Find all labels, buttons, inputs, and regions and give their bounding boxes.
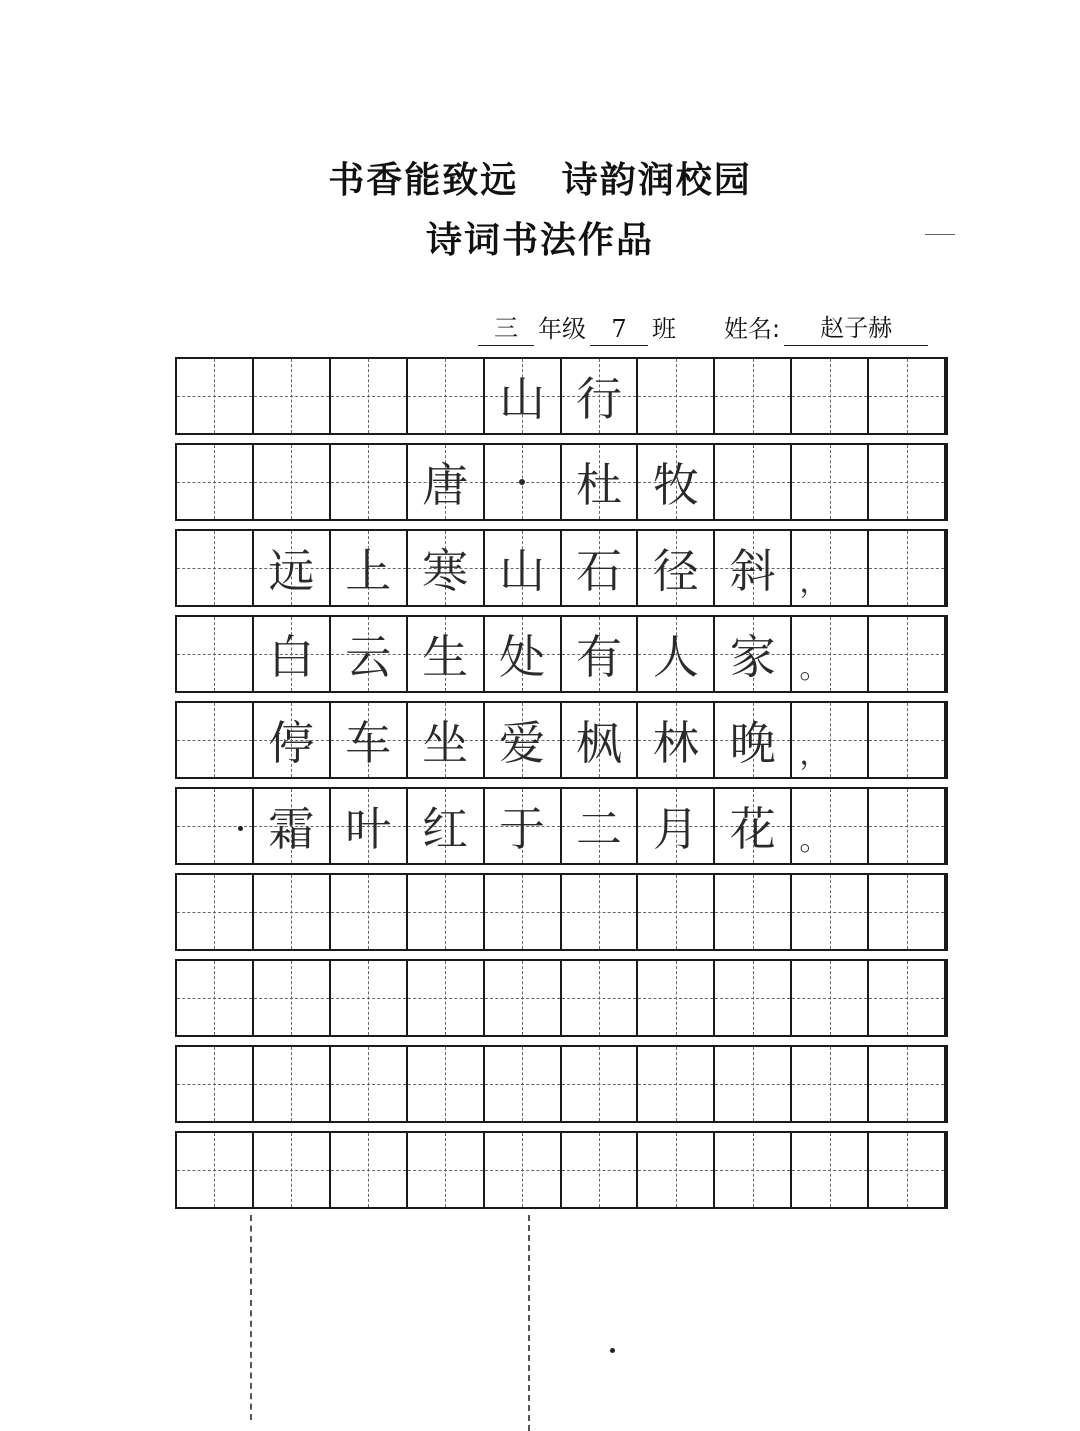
grid-character: [869, 531, 944, 605]
grid-row: [175, 959, 948, 1037]
grid-cell: [792, 445, 869, 519]
grid-row: [175, 1045, 948, 1123]
grid-cell: [715, 617, 792, 691]
grid-character: [562, 1047, 637, 1121]
grid-character: [177, 531, 252, 605]
grid-character: 坐: [422, 716, 469, 770]
grid-character: [562, 961, 637, 1035]
grid-row: [175, 787, 948, 865]
grid-cell: [715, 445, 792, 519]
grid-cell: [715, 961, 792, 1035]
grid-cell: [177, 445, 254, 519]
grid-character: ·: [514, 455, 530, 509]
grid-cell: [408, 531, 485, 605]
grid-cell: [638, 531, 715, 605]
grid-cell: [485, 1047, 562, 1121]
grid-cell: [254, 789, 331, 863]
grid-cell: [715, 703, 792, 777]
grid-cell: [331, 445, 408, 519]
grid-character: [715, 445, 790, 519]
grid-character: [254, 445, 329, 519]
grid-cell: [562, 445, 639, 519]
grid-character: 红: [422, 802, 469, 856]
grid-cell: [331, 789, 408, 863]
name-label: 姓名:: [724, 315, 781, 343]
grid-character: [638, 1047, 713, 1121]
grid-cell: [331, 617, 408, 691]
grid-cell: [331, 703, 408, 777]
grid-character: [869, 1133, 944, 1207]
grid-cell: [562, 1133, 639, 1207]
grid-character: 山: [499, 372, 546, 426]
grid-character: [254, 875, 329, 949]
scan-mark: [925, 234, 955, 235]
grid-cell: [638, 445, 715, 519]
grid-character: 牧: [652, 458, 699, 512]
grid-character: 白: [268, 630, 315, 684]
grid-character: [408, 1047, 483, 1121]
grid-character: 林: [652, 716, 699, 770]
grid-cell: [485, 961, 562, 1035]
grid-character: 晚: [729, 716, 776, 770]
grid-character: 爱: [499, 716, 546, 770]
grid-character: [331, 1133, 406, 1207]
grid-character: 寒: [422, 544, 469, 598]
grid-cell: [638, 1047, 715, 1121]
grid-character: [177, 445, 252, 519]
grid-character: [177, 1133, 252, 1207]
grid-cell: [485, 359, 562, 433]
grid-character: [792, 1133, 867, 1207]
grid-cell: [638, 961, 715, 1035]
grid-character: 斜: [729, 544, 776, 598]
grid-row: [175, 701, 948, 779]
grid-character: [638, 875, 713, 949]
grid-character: 径: [652, 544, 699, 598]
grid-cell: [562, 1047, 639, 1121]
grid-cell: [331, 1047, 408, 1121]
grid-character: [177, 1047, 252, 1121]
grid-character: [177, 617, 252, 691]
grid-cell: [331, 875, 408, 949]
grid-character: 二: [575, 802, 622, 856]
punctuation-mark: ，: [799, 565, 830, 600]
grid-cell: [485, 789, 562, 863]
grid-cell: [869, 875, 946, 949]
grid-character: [869, 445, 944, 519]
grid-cell: [408, 1133, 485, 1207]
grid-character: [331, 875, 406, 949]
grid-cell: [331, 961, 408, 1035]
grid-cell: [254, 875, 331, 949]
grid-character: 停: [268, 716, 315, 770]
grid-cell: [869, 703, 946, 777]
grid-cell: [715, 789, 792, 863]
grid-row: [175, 443, 948, 521]
grid-cell: [408, 703, 485, 777]
grid-cell: [638, 703, 715, 777]
grid-cell: [792, 1133, 869, 1207]
grid-character: [408, 875, 483, 949]
grid-cell: [869, 445, 946, 519]
grid-character: [715, 359, 790, 433]
grid-character: 叶: [345, 802, 392, 856]
grid-character: [869, 703, 944, 777]
grid-character: [869, 1047, 944, 1121]
grid-character: [254, 359, 329, 433]
punctuation-mark: 。: [799, 823, 830, 858]
grid-cell: [177, 359, 254, 433]
grid-character: [177, 359, 252, 433]
grid-cell: [869, 789, 946, 863]
grid-character: [177, 961, 252, 1035]
grid-cell: [869, 1133, 946, 1207]
grid-cell: [562, 703, 639, 777]
grid-cell: [408, 961, 485, 1035]
margin-guide-line: [528, 1215, 530, 1431]
grid-character: [485, 1133, 560, 1207]
grid-cell: [638, 789, 715, 863]
grid-row: [175, 529, 948, 607]
grid-character: [562, 875, 637, 949]
margin-guide-line: [250, 1300, 252, 1420]
grid-cell: [562, 359, 639, 433]
punctuation-mark: 。: [799, 651, 830, 686]
grid-character: 远: [268, 544, 315, 598]
grid-cell: [485, 703, 562, 777]
grid-cell: [869, 1047, 946, 1121]
grid-cell: [715, 359, 792, 433]
grade-value: 三: [478, 308, 534, 346]
grid-row: [175, 873, 948, 951]
grid-character: [715, 875, 790, 949]
grid-cell: [177, 961, 254, 1035]
grid-character: [792, 445, 867, 519]
grid-character: [177, 703, 252, 777]
grid-cell: [177, 875, 254, 949]
grid-character: [638, 1133, 713, 1207]
name-value: 赵子赫: [784, 308, 928, 346]
grid-character: [254, 1133, 329, 1207]
grid-cell: [254, 359, 331, 433]
grid-cell: [869, 359, 946, 433]
grid-character: [408, 359, 483, 433]
grid-cell: [408, 1047, 485, 1121]
grid-cell: [638, 875, 715, 949]
grid-character: 处: [499, 630, 546, 684]
grid-character: [792, 359, 867, 433]
grid-cell: [562, 961, 639, 1035]
calligraphy-grid: [175, 357, 948, 1217]
grid-cell: [254, 617, 331, 691]
grid-cell: [331, 1133, 408, 1207]
grid-character: 行: [575, 372, 622, 426]
grid-character: [331, 1047, 406, 1121]
grid-cell: [331, 359, 408, 433]
grid-cell: [562, 531, 639, 605]
grid-character: [869, 875, 944, 949]
grid-character: [869, 617, 944, 691]
grid-character: 石: [575, 544, 622, 598]
grid-cell: [177, 617, 254, 691]
grid-row: [175, 357, 948, 435]
grid-character: 有: [575, 630, 622, 684]
grid-cell: [792, 359, 869, 433]
student-info: [478, 310, 948, 346]
grid-cell: [177, 789, 254, 863]
grid-cell: [177, 1133, 254, 1207]
grid-cell: [792, 875, 869, 949]
grid-character: [177, 875, 252, 949]
grid-character: [638, 961, 713, 1035]
grid-cell: [408, 445, 485, 519]
grid-cell: [254, 531, 331, 605]
grid-character: 云: [345, 630, 392, 684]
grid-cell: [408, 617, 485, 691]
grid-cell: [254, 961, 331, 1035]
grid-character: 唐: [422, 458, 469, 512]
grid-character: [177, 789, 252, 863]
grid-character: [408, 961, 483, 1035]
grid-cell: [485, 617, 562, 691]
grid-character: 车: [345, 716, 392, 770]
grid-character: [254, 961, 329, 1035]
ink-speck: [610, 1348, 615, 1353]
grid-character: [485, 1047, 560, 1121]
class-label: 班: [652, 315, 676, 343]
grid-character: [562, 1133, 637, 1207]
grid-cell: [254, 703, 331, 777]
grid-character: 杜: [575, 458, 622, 512]
grid-character: [254, 1047, 329, 1121]
grid-cell: [254, 1133, 331, 1207]
grid-character: [485, 961, 560, 1035]
grid-character: 家: [729, 630, 776, 684]
grid-cell: [331, 531, 408, 605]
grid-character: [331, 961, 406, 1035]
grid-cell: [715, 1133, 792, 1207]
grid-character: 于: [499, 802, 546, 856]
grid-character: [869, 359, 944, 433]
grid-cell: [485, 875, 562, 949]
title-line-1: 书香能致远 诗韵润校园: [328, 160, 752, 201]
grid-character: [331, 445, 406, 519]
grid-character: [792, 875, 867, 949]
grid-character: 花: [729, 802, 776, 856]
grid-cell: [485, 531, 562, 605]
grid-cell: [254, 445, 331, 519]
grid-row: [175, 615, 948, 693]
punctuation-mark: ，: [799, 737, 830, 772]
grid-cell: [177, 1047, 254, 1121]
grid-character: 山: [499, 544, 546, 598]
grid-cell: [715, 875, 792, 949]
grid-row: [175, 1131, 948, 1209]
grid-character: [408, 1133, 483, 1207]
grid-character: [715, 961, 790, 1035]
grid-character: 人: [652, 630, 699, 684]
grid-cell: [792, 1047, 869, 1121]
grid-character: 霜: [268, 802, 315, 856]
grid-cell: [638, 1133, 715, 1207]
grid-cell: [562, 789, 639, 863]
grid-cell: [408, 875, 485, 949]
grid-cell: [715, 1047, 792, 1121]
grid-cell: [562, 875, 639, 949]
grid-cell: [792, 961, 869, 1035]
grid-cell: [485, 445, 562, 519]
grid-character: [331, 359, 406, 433]
grid-character: [869, 961, 944, 1035]
margin-guide-line: [250, 1215, 252, 1295]
grid-cell: [177, 703, 254, 777]
grade-label: 年级: [538, 315, 586, 343]
grid-cell: [638, 359, 715, 433]
grid-cell: [638, 617, 715, 691]
grid-cell: [869, 961, 946, 1035]
grid-cell: [869, 531, 946, 605]
grid-character: [485, 875, 560, 949]
grid-cell: [869, 617, 946, 691]
grid-cell: [715, 531, 792, 605]
title-line-2: 诗词书法作品: [425, 220, 654, 261]
grid-cell: [177, 531, 254, 605]
grid-character: 生: [422, 630, 469, 684]
grid-cell: [485, 1133, 562, 1207]
grid-character: 月: [652, 802, 699, 856]
grid-character: [869, 789, 944, 863]
grid-character: 枫: [575, 716, 622, 770]
grid-character: 上: [345, 544, 392, 598]
grid-cell: [254, 1047, 331, 1121]
grid-cell: [408, 789, 485, 863]
grid-cell: [562, 617, 639, 691]
class-value: 7: [590, 315, 648, 346]
grid-character: [638, 359, 713, 433]
grid-character: [715, 1047, 790, 1121]
grid-character: [715, 1133, 790, 1207]
grid-character: [792, 961, 867, 1035]
grid-cell: [408, 359, 485, 433]
grid-character: [792, 1047, 867, 1121]
